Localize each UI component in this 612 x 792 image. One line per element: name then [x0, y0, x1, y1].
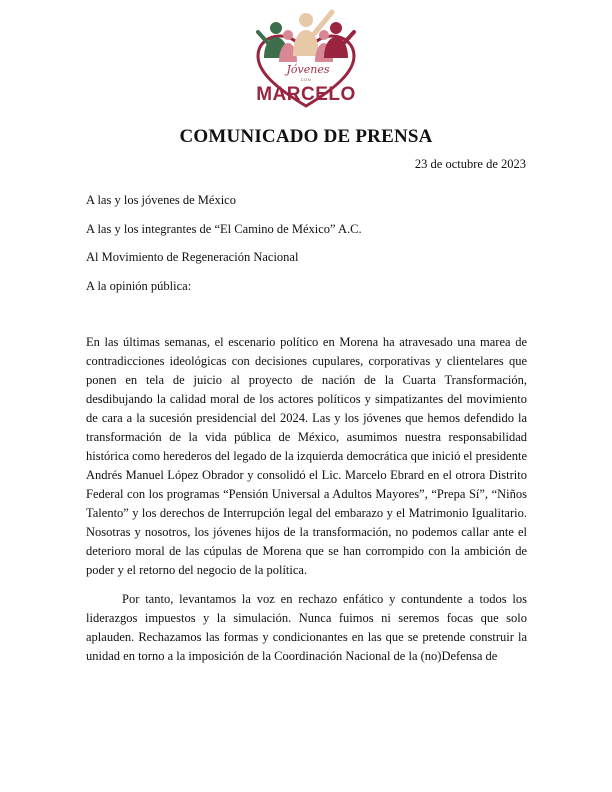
addressee-line: A las y los jóvenes de México: [86, 193, 236, 207]
body-paragraph: En las últimas semanas, el escenario político en Morena ha atravesado una marea de contradicciones ideológicas con decisiones cupulares, corporativas y clientelares que ponen en tela de juicio al proyecto de nación de la Cuarta Transformación, desdibujando la calidad moral de los actores políticos y simpatizantes del movimiento de cara a la sucesión presidencial del 2024. Las y los jóvenes que hemos defendido la transformación de la vida pública de México, asumimos nuestra responsabilidad histórica como herederos del legado de la izquierda democrática que inició el presidente Andrés Manuel López Obrador y consolidó el Lic. Marcelo Ebrard en el otrora Distrito Federal con los programas “Pensión Universal a Adultos Mayores”, “Prepa Sí”, “Niños Talento” y los derechos de Interrupción legal del embarazo y el Matrimonio Igualitario. Nosotras y nosotros, los jóvenes hijos de la transformación, no podemos callar ante el deterioro moral de las cúpulas de Morena que se han corrompido con la ambición de poder y el retorno del negocio de la política.: [86, 335, 527, 577]
document-date: 23 de octubre de 2023: [414, 157, 526, 171]
jovenes-con-marcelo-logo: [236, 6, 376, 110]
addressee-list: [86, 193, 362, 307]
body-paragraph: Por tanto, levantamos la voz en rechazo enfático y contundente a todos los liderazgos impuestos y la simulación. Nunca fuimos ni seremos focas que solo aplauden. Rechazamos las formas y condicionantes en las que se pretende construir la unidad en torno a la imposición de la Coordinación Nacional de la (no)Defensa de: [86, 592, 527, 663]
logo-main-text: MARCELO: [256, 84, 356, 105]
document-body: [86, 333, 527, 676]
addressee-line: A las y los integrantes de “El Camino de México” A.C.: [86, 221, 362, 236]
logo-small-text: CON: [300, 77, 312, 82]
addressee-line: Al Movimiento de Regeneración Nacional: [86, 250, 299, 264]
addressee-line: A la opinión pública:: [86, 278, 192, 293]
document-title: COMUNICADO DE PRENSA: [179, 126, 433, 147]
logo-script-text: Jóvenes: [286, 63, 330, 76]
